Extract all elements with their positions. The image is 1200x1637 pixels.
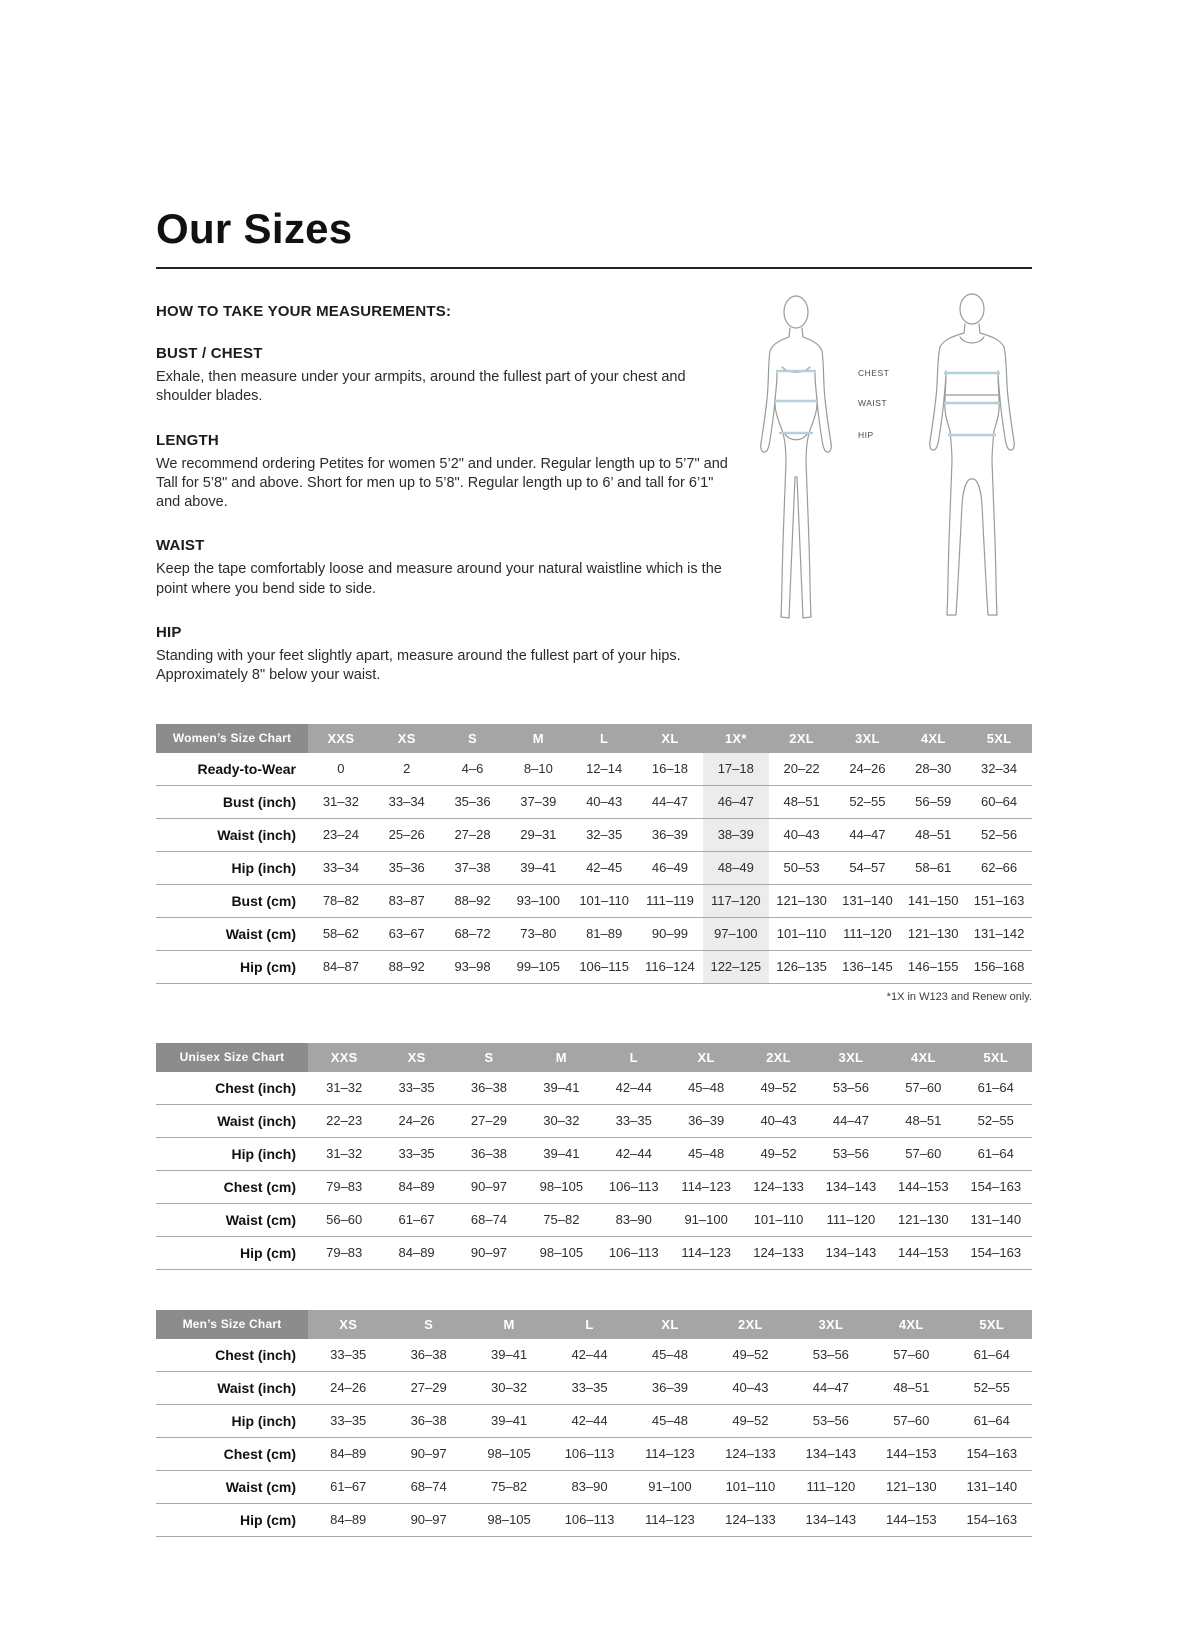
size-column-header: XS bbox=[380, 1043, 452, 1072]
size-column-header: 1X* bbox=[703, 724, 769, 753]
row-label: Ready-to-Wear bbox=[197, 760, 296, 777]
measurement-item-waist bbox=[156, 537, 728, 599]
size-column-header: XL bbox=[637, 724, 703, 753]
size-value-cell: 106–113 bbox=[564, 1512, 615, 1528]
size-value-cell: 61–67 bbox=[330, 1479, 367, 1495]
size-value-cell: 117–120 bbox=[703, 884, 769, 917]
size-value-cell: 2 bbox=[403, 761, 411, 777]
size-value-cell: 31–32 bbox=[326, 1146, 363, 1162]
row-label: Hip (inch) bbox=[231, 859, 296, 876]
size-value-cell: 131–142 bbox=[973, 926, 1025, 942]
size-value-cell: 121–130 bbox=[885, 1479, 937, 1495]
measurement-instructions bbox=[156, 303, 1032, 686]
size-value-cell: 31–32 bbox=[326, 1080, 363, 1096]
size-value-cell: 33–35 bbox=[615, 1113, 652, 1129]
size-value-cell: 32–34 bbox=[980, 761, 1018, 777]
size-value-cell: 114–123 bbox=[645, 1446, 695, 1462]
measurement-item-body: Standing with your feet slightly apart, measure around the fullest part of your hips. Approximately 8" below your waist. bbox=[156, 647, 681, 684]
size-value-cell: 39–41 bbox=[491, 1413, 528, 1429]
size-column-header: L bbox=[571, 724, 637, 753]
size-value-cell: 27–28 bbox=[454, 827, 491, 843]
size-value-cell: 36–39 bbox=[651, 1380, 689, 1396]
size-charts bbox=[156, 724, 1032, 1537]
size-column-header: XXS bbox=[308, 1043, 380, 1072]
size-value-cell: 84–87 bbox=[322, 959, 359, 975]
size-value-cell: 131–140 bbox=[966, 1479, 1018, 1495]
size-value-cell: 131–140 bbox=[970, 1212, 1022, 1228]
row-label: Waist (inch) bbox=[217, 826, 296, 843]
size-value-cell: 39–41 bbox=[491, 1347, 528, 1363]
size-value-cell: 91–100 bbox=[684, 1212, 728, 1228]
size-value-cell: 29–31 bbox=[520, 827, 557, 843]
table-row bbox=[156, 1203, 1032, 1236]
size-chart-table bbox=[156, 724, 1032, 984]
size-value-cell: 124–133 bbox=[725, 1446, 776, 1462]
page-title: Our Sizes bbox=[156, 205, 353, 252]
size-value-cell: 46–49 bbox=[651, 860, 689, 876]
size-value-cell: 27–29 bbox=[410, 1380, 447, 1396]
table-row bbox=[156, 851, 1032, 884]
size-value-cell: 78–82 bbox=[322, 893, 359, 909]
size-column-header: S bbox=[453, 1043, 525, 1072]
woman-figure-outline bbox=[761, 296, 832, 618]
size-column-header: 3XL bbox=[815, 1043, 887, 1072]
size-column-header: XS bbox=[308, 1310, 388, 1339]
size-column-header: 3XL bbox=[791, 1310, 871, 1339]
size-value-cell: 154–163 bbox=[966, 1512, 1018, 1528]
size-value-cell: 101–110 bbox=[776, 926, 827, 942]
size-value-cell: 83–87 bbox=[388, 893, 425, 909]
table-row bbox=[156, 785, 1032, 818]
size-value-cell: 28–30 bbox=[915, 761, 952, 777]
size-value-cell: 79–83 bbox=[326, 1179, 363, 1195]
size-value-cell: 90–99 bbox=[651, 926, 689, 942]
size-value-cell: 40–43 bbox=[783, 827, 820, 843]
table-row bbox=[156, 950, 1032, 983]
size-chart-section bbox=[156, 724, 1032, 1003]
size-chart-section bbox=[156, 1043, 1032, 1270]
size-value-cell: 20–22 bbox=[783, 761, 820, 777]
size-value-cell: 53–56 bbox=[812, 1413, 849, 1429]
size-value-cell: 12–14 bbox=[586, 761, 623, 777]
body-figures-illustration bbox=[728, 285, 1032, 686]
size-column-header: 4XL bbox=[900, 724, 966, 753]
size-value-cell: 46–47 bbox=[703, 785, 769, 818]
size-value-cell: 42–44 bbox=[615, 1080, 652, 1096]
size-value-cell: 44–47 bbox=[832, 1113, 869, 1129]
size-column-header: M bbox=[525, 1043, 597, 1072]
row-label: Bust (inch) bbox=[222, 793, 296, 810]
size-value-cell: 122–125 bbox=[703, 950, 769, 983]
size-value-cell: 33–35 bbox=[330, 1413, 367, 1429]
size-value-cell: 146–155 bbox=[907, 959, 959, 975]
table-row bbox=[156, 1137, 1032, 1170]
size-value-cell: 40–43 bbox=[586, 794, 623, 810]
size-value-cell: 154–163 bbox=[966, 1446, 1018, 1462]
table-header-row bbox=[156, 1043, 1032, 1072]
chart-title-cell: Women’s Size Chart bbox=[156, 724, 308, 753]
size-value-cell: 84–89 bbox=[330, 1446, 367, 1462]
size-value-cell: 106–113 bbox=[608, 1179, 659, 1195]
size-value-cell: 27–29 bbox=[470, 1113, 508, 1129]
size-value-cell: 48–49 bbox=[703, 851, 769, 884]
row-label: Chest (inch) bbox=[215, 1079, 296, 1096]
size-value-cell: 22–23 bbox=[326, 1113, 363, 1129]
size-value-cell: 52–55 bbox=[977, 1113, 1014, 1129]
size-column-header: XS bbox=[374, 724, 440, 753]
measurement-figures-svg bbox=[742, 285, 1032, 635]
size-value-cell: 124–133 bbox=[725, 1512, 776, 1528]
size-value-cell: 36–38 bbox=[470, 1146, 508, 1162]
row-label: Hip (cm) bbox=[240, 1244, 296, 1261]
size-value-cell: 98–105 bbox=[487, 1446, 531, 1462]
size-column-header: 4XL bbox=[887, 1043, 959, 1072]
size-value-cell: 49–52 bbox=[732, 1347, 769, 1363]
size-value-cell: 126–135 bbox=[776, 959, 827, 975]
size-value-cell: 81–89 bbox=[586, 926, 623, 942]
size-value-cell: 114–123 bbox=[681, 1179, 731, 1195]
size-value-cell: 24–26 bbox=[330, 1380, 367, 1396]
size-value-cell: 84–89 bbox=[398, 1179, 435, 1195]
size-value-cell: 106–113 bbox=[564, 1446, 615, 1462]
size-value-cell: 93–98 bbox=[454, 959, 491, 975]
size-value-cell: 36–38 bbox=[470, 1080, 508, 1096]
size-value-cell: 144–153 bbox=[898, 1179, 949, 1195]
size-value-cell: 48–51 bbox=[905, 1113, 942, 1129]
size-column-header: M bbox=[505, 724, 571, 753]
size-column-header: 5XL bbox=[966, 724, 1032, 753]
size-value-cell: 88–92 bbox=[454, 893, 491, 909]
size-value-cell: 61–64 bbox=[973, 1413, 1010, 1429]
size-value-cell: 40–43 bbox=[760, 1113, 797, 1129]
size-value-cell: 30–32 bbox=[543, 1113, 580, 1129]
size-value-cell: 33–34 bbox=[388, 794, 425, 810]
size-value-cell: 42–44 bbox=[615, 1146, 652, 1162]
table-footnote: *1X in W123 and Renew only. bbox=[886, 990, 1032, 1003]
size-value-cell: 134–143 bbox=[805, 1512, 857, 1528]
size-value-cell: 40–43 bbox=[732, 1380, 769, 1396]
size-value-cell: 151–163 bbox=[973, 893, 1025, 909]
size-value-cell: 56–60 bbox=[326, 1212, 363, 1228]
size-value-cell: 37–38 bbox=[454, 860, 491, 876]
size-value-cell: 131–140 bbox=[842, 893, 893, 909]
size-value-cell: 61–64 bbox=[977, 1146, 1014, 1162]
row-label: Hip (inch) bbox=[231, 1145, 296, 1162]
size-value-cell: 98–105 bbox=[539, 1245, 584, 1261]
size-value-cell: 39–41 bbox=[543, 1146, 580, 1162]
size-value-cell: 61–64 bbox=[973, 1347, 1010, 1363]
hip-line-label: HIP bbox=[858, 430, 874, 440]
size-value-cell: 121–130 bbox=[776, 893, 827, 909]
size-value-cell: 17–18 bbox=[703, 753, 769, 786]
chart-title-cell: Unisex Size Chart bbox=[156, 1043, 308, 1072]
measurement-item-length bbox=[156, 432, 728, 513]
size-value-cell: 156–168 bbox=[973, 959, 1025, 975]
size-column-header: XXS bbox=[308, 724, 374, 753]
size-value-cell: 121–130 bbox=[907, 926, 959, 942]
size-value-cell: 52–55 bbox=[973, 1380, 1010, 1396]
measurement-item-title: LENGTH bbox=[156, 431, 219, 449]
size-column-header: 3XL bbox=[835, 724, 901, 753]
size-value-cell: 99–105 bbox=[516, 959, 561, 975]
size-value-cell: 88–92 bbox=[388, 959, 425, 975]
size-value-cell: 62–66 bbox=[980, 860, 1018, 876]
row-label: Hip (cm) bbox=[240, 958, 296, 975]
size-value-cell: 33–35 bbox=[571, 1380, 608, 1396]
size-value-cell: 114–123 bbox=[645, 1512, 695, 1528]
row-label: Chest (cm) bbox=[223, 1445, 296, 1462]
size-value-cell: 24–26 bbox=[398, 1113, 435, 1129]
measurement-item-body: Keep the tape comfortably loose and measure around your natural waistline which is the point where you bend side to side. bbox=[156, 561, 722, 597]
table-row bbox=[156, 1170, 1032, 1203]
size-value-cell: 141–150 bbox=[907, 893, 959, 909]
size-value-cell: 63–67 bbox=[388, 926, 425, 942]
size-value-cell: 68–74 bbox=[410, 1479, 447, 1495]
size-value-cell: 39–41 bbox=[543, 1080, 580, 1096]
size-value-cell: 111–120 bbox=[843, 926, 892, 942]
size-column-header: 2XL bbox=[710, 1310, 790, 1339]
size-value-cell: 106–115 bbox=[579, 959, 629, 975]
table-row bbox=[156, 1339, 1032, 1372]
size-value-cell: 49–52 bbox=[732, 1413, 769, 1429]
size-column-header: 5XL bbox=[960, 1043, 1032, 1072]
measurement-item-body: Exhale, then measure under your armpits, around the fullest part of your chest and shoulder blades. bbox=[156, 369, 686, 405]
size-value-cell: 101–110 bbox=[753, 1212, 804, 1228]
size-value-cell: 98–105 bbox=[487, 1512, 531, 1528]
size-value-cell: 111–119 bbox=[646, 893, 694, 909]
measurement-item-bust-chest bbox=[156, 345, 728, 407]
size-value-cell: 106–113 bbox=[608, 1245, 659, 1261]
table-header-row bbox=[156, 724, 1032, 753]
size-value-cell: 58–61 bbox=[915, 860, 952, 876]
size-value-cell: 4–6 bbox=[461, 761, 484, 777]
size-value-cell: 134–143 bbox=[825, 1179, 877, 1195]
size-value-cell: 45–48 bbox=[651, 1347, 689, 1363]
size-column-header: 2XL bbox=[742, 1043, 814, 1072]
size-value-cell: 90–97 bbox=[410, 1512, 447, 1528]
size-value-cell: 48–51 bbox=[893, 1380, 930, 1396]
size-value-cell: 42–44 bbox=[571, 1347, 608, 1363]
size-value-cell: 144–153 bbox=[885, 1446, 937, 1462]
table-row bbox=[156, 1371, 1032, 1404]
size-value-cell: 48–51 bbox=[783, 794, 820, 810]
size-value-cell: 53–56 bbox=[832, 1080, 869, 1096]
size-value-cell: 111–120 bbox=[806, 1479, 856, 1495]
size-value-cell: 39–41 bbox=[520, 860, 557, 876]
size-column-header: 4XL bbox=[871, 1310, 951, 1339]
chart-title-cell: Men’s Size Chart bbox=[156, 1310, 308, 1339]
size-value-cell: 101–110 bbox=[725, 1479, 776, 1495]
size-value-cell: 75–82 bbox=[543, 1212, 580, 1228]
size-value-cell: 57–60 bbox=[905, 1146, 942, 1162]
size-value-cell: 97–100 bbox=[703, 917, 769, 950]
size-value-cell: 144–153 bbox=[898, 1245, 949, 1261]
size-value-cell: 45–48 bbox=[651, 1413, 689, 1429]
measurement-item-hip bbox=[156, 624, 728, 686]
size-column-header: XL bbox=[670, 1043, 742, 1072]
size-value-cell: 114–123 bbox=[681, 1245, 731, 1261]
size-value-cell: 52–55 bbox=[849, 794, 886, 810]
measurement-text-column bbox=[156, 303, 728, 686]
table-header-row bbox=[156, 1310, 1032, 1339]
size-value-cell: 124–133 bbox=[753, 1245, 804, 1261]
table-row bbox=[156, 884, 1032, 917]
size-value-cell: 33–35 bbox=[398, 1080, 435, 1096]
size-value-cell: 30–32 bbox=[491, 1380, 528, 1396]
row-label: Waist (cm) bbox=[225, 1211, 296, 1228]
size-value-cell: 42–45 bbox=[586, 860, 623, 876]
size-value-cell: 52–56 bbox=[980, 827, 1018, 843]
size-value-cell: 33–34 bbox=[322, 860, 359, 876]
size-value-cell: 79–83 bbox=[326, 1245, 363, 1261]
size-value-cell: 16–18 bbox=[651, 761, 689, 777]
size-value-cell: 57–60 bbox=[905, 1080, 942, 1096]
size-value-cell: 121–130 bbox=[898, 1212, 949, 1228]
size-value-cell: 68–74 bbox=[470, 1212, 508, 1228]
table-row bbox=[156, 1236, 1032, 1269]
row-label: Waist (inch) bbox=[217, 1112, 296, 1129]
size-value-cell: 25–26 bbox=[388, 827, 425, 843]
table-row bbox=[156, 1404, 1032, 1437]
size-value-cell: 93–100 bbox=[516, 893, 561, 909]
size-value-cell: 8–10 bbox=[523, 761, 553, 777]
size-value-cell: 35–36 bbox=[388, 860, 425, 876]
size-value-cell: 84–89 bbox=[330, 1512, 367, 1528]
size-value-cell: 61–67 bbox=[398, 1212, 435, 1228]
size-column-header: L bbox=[549, 1310, 629, 1339]
size-value-cell: 49–52 bbox=[760, 1146, 797, 1162]
size-value-cell: 61–64 bbox=[977, 1080, 1014, 1096]
size-value-cell: 23–24 bbox=[322, 827, 359, 843]
size-value-cell: 0 bbox=[337, 761, 345, 777]
size-value-cell: 90–97 bbox=[470, 1179, 508, 1195]
waist-line-label: WAIST bbox=[858, 398, 888, 408]
size-value-cell: 53–56 bbox=[812, 1347, 849, 1363]
size-chart-table bbox=[156, 1310, 1032, 1537]
size-value-cell: 44–47 bbox=[812, 1380, 849, 1396]
row-label: Chest (inch) bbox=[215, 1346, 296, 1363]
size-column-header: 2XL bbox=[769, 724, 835, 753]
size-value-cell: 83–90 bbox=[571, 1479, 608, 1495]
size-value-cell: 38–39 bbox=[703, 818, 769, 851]
size-column-header: 5XL bbox=[952, 1310, 1033, 1339]
size-value-cell: 58–62 bbox=[322, 926, 359, 942]
table-row bbox=[156, 1104, 1032, 1137]
size-value-cell: 84–89 bbox=[398, 1245, 435, 1261]
size-value-cell: 57–60 bbox=[893, 1347, 930, 1363]
row-label: Waist (cm) bbox=[225, 925, 296, 942]
size-value-cell: 83–90 bbox=[615, 1212, 652, 1228]
size-value-cell: 33–35 bbox=[398, 1146, 435, 1162]
size-value-cell: 98–105 bbox=[539, 1179, 584, 1195]
row-label: Hip (cm) bbox=[240, 1511, 296, 1528]
size-value-cell: 124–133 bbox=[753, 1179, 804, 1195]
size-value-cell: 33–35 bbox=[330, 1347, 367, 1363]
size-value-cell: 31–32 bbox=[322, 794, 359, 810]
title-divider bbox=[156, 267, 1032, 269]
size-value-cell: 35–36 bbox=[454, 794, 491, 810]
table-row bbox=[156, 1072, 1032, 1105]
size-value-cell: 68–72 bbox=[454, 926, 491, 942]
measurement-item-title: BUST / CHEST bbox=[156, 345, 263, 362]
size-value-cell: 134–143 bbox=[805, 1446, 857, 1462]
size-column-header: XL bbox=[630, 1310, 710, 1339]
size-value-cell: 116–124 bbox=[645, 959, 695, 975]
table-row bbox=[156, 753, 1032, 786]
size-value-cell: 36–39 bbox=[651, 827, 689, 843]
row-label: Waist (cm) bbox=[225, 1478, 296, 1495]
size-value-cell: 54–57 bbox=[849, 860, 886, 876]
size-column-header: S bbox=[388, 1310, 468, 1339]
size-value-cell: 90–97 bbox=[410, 1446, 447, 1462]
size-value-cell: 73–80 bbox=[520, 926, 557, 942]
table-row bbox=[156, 917, 1032, 950]
row-label: Waist (inch) bbox=[217, 1379, 296, 1396]
size-value-cell: 57–60 bbox=[893, 1413, 930, 1429]
table-row bbox=[156, 818, 1032, 851]
size-value-cell: 91–100 bbox=[648, 1479, 692, 1495]
table-row bbox=[156, 1503, 1032, 1536]
measurements-heading: HOW TO TAKE YOUR MEASUREMENTS: bbox=[156, 303, 452, 320]
size-value-cell: 144–153 bbox=[885, 1512, 937, 1528]
size-value-cell: 53–56 bbox=[832, 1146, 869, 1162]
size-value-cell: 48–51 bbox=[915, 827, 952, 843]
size-value-cell: 56–59 bbox=[915, 794, 952, 810]
table-row bbox=[156, 1437, 1032, 1470]
size-value-cell: 154–163 bbox=[970, 1179, 1022, 1195]
size-value-cell: 44–47 bbox=[651, 794, 689, 810]
size-value-cell: 42–44 bbox=[571, 1413, 608, 1429]
size-value-cell: 36–38 bbox=[410, 1413, 447, 1429]
size-value-cell: 136–145 bbox=[842, 959, 893, 975]
size-value-cell: 44–47 bbox=[849, 827, 886, 843]
size-value-cell: 45–48 bbox=[688, 1080, 725, 1096]
size-column-header: S bbox=[440, 724, 506, 753]
size-value-cell: 37–39 bbox=[520, 794, 557, 810]
size-value-cell: 134–143 bbox=[825, 1245, 877, 1261]
table-row bbox=[156, 1470, 1032, 1503]
row-label: Chest (cm) bbox=[223, 1178, 296, 1195]
man-figure-outline bbox=[930, 294, 1015, 615]
measurement-lines bbox=[775, 371, 1000, 435]
size-value-cell: 50–53 bbox=[783, 860, 820, 876]
size-column-header: L bbox=[598, 1043, 670, 1072]
measurement-item-body: We recommend ordering Petites for women 5’2" and under. Regular length up to 5’7" and Tall for 5’8" and above. Short for men up to 5’8". Regular length up to 6’ and tall for 6’1" and above. bbox=[156, 455, 728, 511]
size-value-cell: 45–48 bbox=[688, 1146, 725, 1162]
size-value-cell: 101–110 bbox=[579, 893, 629, 909]
chest-line-label: CHEST bbox=[858, 368, 890, 378]
row-label: Bust (cm) bbox=[231, 892, 296, 909]
size-value-cell: 49–52 bbox=[760, 1080, 797, 1096]
size-value-cell: 36–39 bbox=[688, 1113, 725, 1129]
size-value-cell: 111–120 bbox=[826, 1212, 876, 1228]
size-value-cell: 75–82 bbox=[491, 1479, 528, 1495]
measurement-item-title: WAIST bbox=[156, 537, 205, 555]
size-value-cell: 90–97 bbox=[470, 1245, 508, 1261]
size-value-cell: 24–26 bbox=[849, 761, 886, 777]
size-value-cell: 36–38 bbox=[410, 1347, 447, 1363]
size-value-cell: 32–35 bbox=[586, 827, 623, 843]
size-value-cell: 60–64 bbox=[980, 794, 1018, 810]
size-chart-table bbox=[156, 1043, 1032, 1270]
size-chart-section bbox=[156, 1310, 1032, 1537]
row-label: Hip (inch) bbox=[231, 1412, 296, 1429]
size-value-cell: 154–163 bbox=[970, 1245, 1022, 1261]
size-column-header: M bbox=[469, 1310, 549, 1339]
measurement-item-title: HIP bbox=[156, 623, 182, 641]
